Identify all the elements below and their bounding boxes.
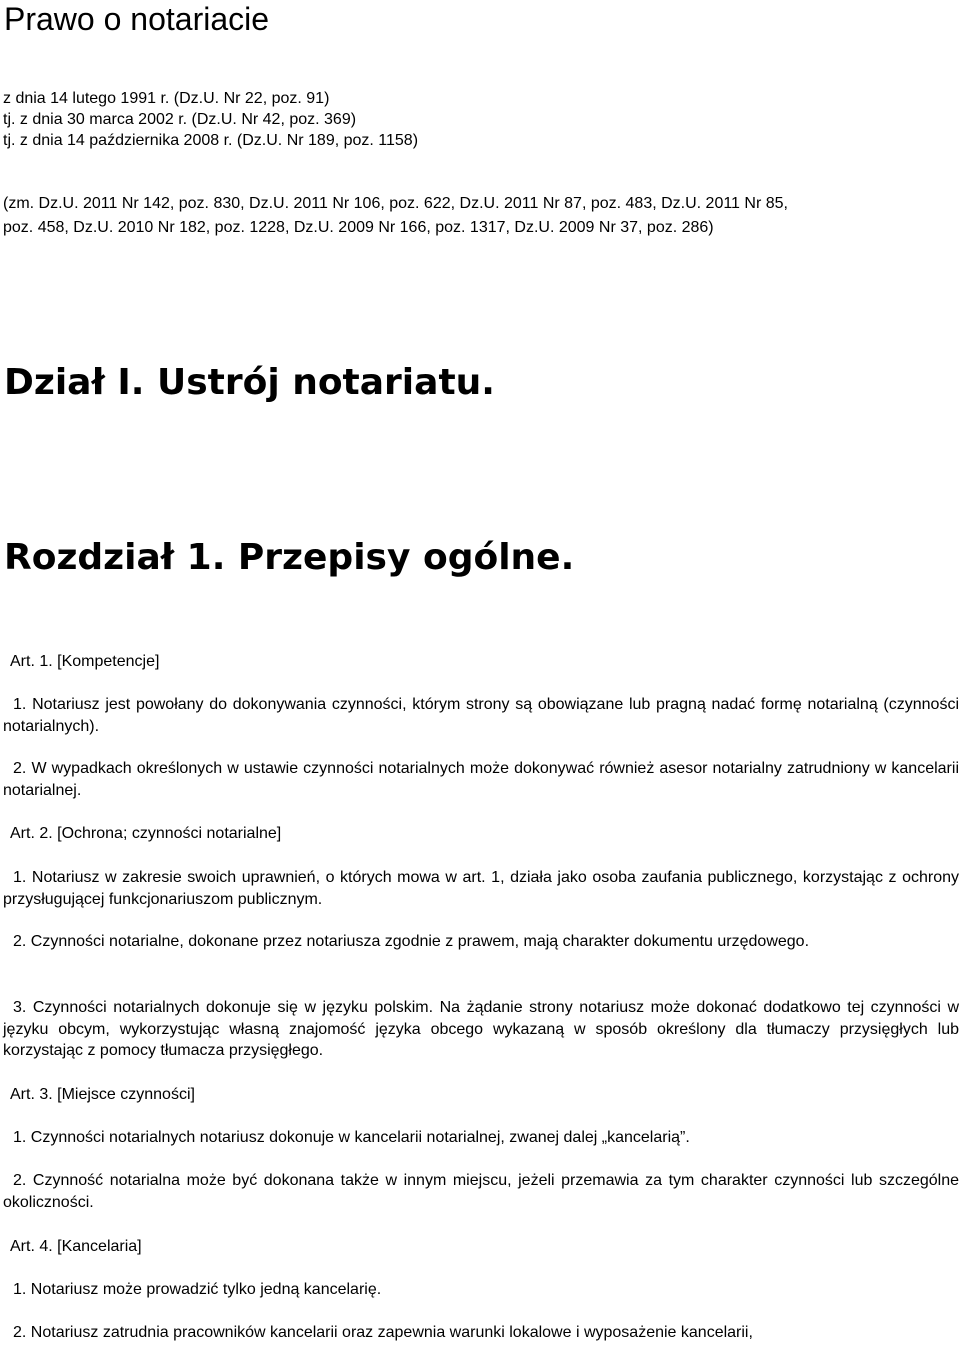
- article-heading: Art. 3. [Miejsce czynności]: [10, 1086, 195, 1103]
- paragraph-number: 1.: [13, 869, 27, 886]
- article-paragraph: [3, 867, 959, 910]
- article-paragraph: [3, 1322, 959, 1344]
- article-paragraph: [3, 997, 959, 1062]
- article-heading: Art. 4. [Kancelaria]: [10, 1238, 142, 1255]
- paragraph-text: Czynność notarialna może być dokonana także w innym miejscu, jeżeli przemawia za tym charakter czynności lub szczególne okoliczności.: [3, 1172, 959, 1211]
- article-paragraph: [3, 1170, 959, 1213]
- amendments-line-1: (zm. Dz.U. 2011 Nr 142, poz. 830, Dz.U. 2011 Nr 106, poz. 622, Dz.U. 2011 Nr 87, poz. 483, Dz.U. 2011 Nr 85,: [3, 195, 788, 212]
- paragraph-number: 2.: [13, 1172, 27, 1189]
- paragraph-text: W wypadkach określonych w ustawie czynności notarialnych może dokonywać również asesor notarialny zatrudniony w kancelarii notarialnej.: [3, 760, 959, 799]
- paragraph-number: 1.: [13, 1281, 27, 1298]
- paragraph-text: Czynności notarialne, dokonane przez notariusza zgodnie z prawem, mają charakter dokumentu urzędowego.: [30, 933, 810, 950]
- paragraph-text: Czynności notarialnych dokonuje się w języku polskim. Na żądanie strony notariusz może dokonać dodatkowo tej czynności w języku obcym, wykorzystując własną znajomość języka obcego wykazaną w sposób określony dla tłumaczy przysięgłych lub korzystając z pomocy tłumacza przysięgłego.: [3, 999, 960, 1059]
- article-paragraph: [3, 931, 959, 953]
- article-paragraph: [3, 1279, 959, 1301]
- paragraph-text: Notariusz w zakresie swoich uprawnień, o których mowa w art. 1, działa jako osoba zaufania publicznego, korzystając z ochrony przysługującej funkcjonariuszom publicznym.: [3, 869, 959, 908]
- paragraph-number: 2.: [13, 1324, 27, 1341]
- paragraph-number: 1.: [13, 696, 27, 713]
- article-paragraph: [3, 1127, 959, 1149]
- publication-line-1: z dnia 14 lutego 1991 r. (Dz.U. Nr 22, poz. 91): [3, 90, 330, 107]
- article-heading: Art. 1. [Kompetencje]: [10, 653, 160, 670]
- paragraph-text: Notariusz zatrudnia pracowników kancelarii oraz zapewnia warunki lokalowe i wyposażenie kancelarii,: [30, 1324, 753, 1341]
- article-paragraph: [3, 694, 959, 737]
- paragraph-text: Notariusz jest powołany do dokonywania czynności, którym strony są obowiązane lub pragną nadać formę notarialną (czynności notarialnych).: [3, 696, 960, 735]
- paragraph-number: 2.: [13, 933, 27, 950]
- article-paragraph: [3, 758, 959, 801]
- amendments-line-2: poz. 458, Dz.U. 2010 Nr 182, poz. 1228, Dz.U. 2009 Nr 166, poz. 1317, Dz.U. 2009 Nr 37, poz. 286): [3, 219, 714, 236]
- paragraph-number: 3.: [13, 999, 27, 1016]
- paragraph-number: 1.: [13, 1129, 27, 1146]
- article-heading: Art. 2. [Ochrona; czynności notarialne]: [10, 825, 282, 842]
- paragraph-text: Notariusz może prowadzić tylko jedną kancelarię.: [30, 1281, 382, 1298]
- publication-line-3: tj. z dnia 14 października 2008 r. (Dz.U. Nr 189, poz. 1158): [3, 132, 419, 149]
- chapter-heading-rozdzial: Rozdział 1. Przepisy ogólne.: [4, 537, 575, 578]
- paragraph-text: Czynności notarialnych notariusz dokonuje w kancelarii notarialnej, zwanej dalej „kancelarią”.: [30, 1129, 690, 1146]
- section-heading-dzial: Dział I. Ustrój notariatu.: [4, 362, 495, 403]
- document-title: Prawo o notariacie: [4, 1, 270, 37]
- paragraph-number: 2.: [13, 760, 27, 777]
- publication-line-2: tj. z dnia 30 marca 2002 r. (Dz.U. Nr 42, poz. 369): [3, 111, 357, 128]
